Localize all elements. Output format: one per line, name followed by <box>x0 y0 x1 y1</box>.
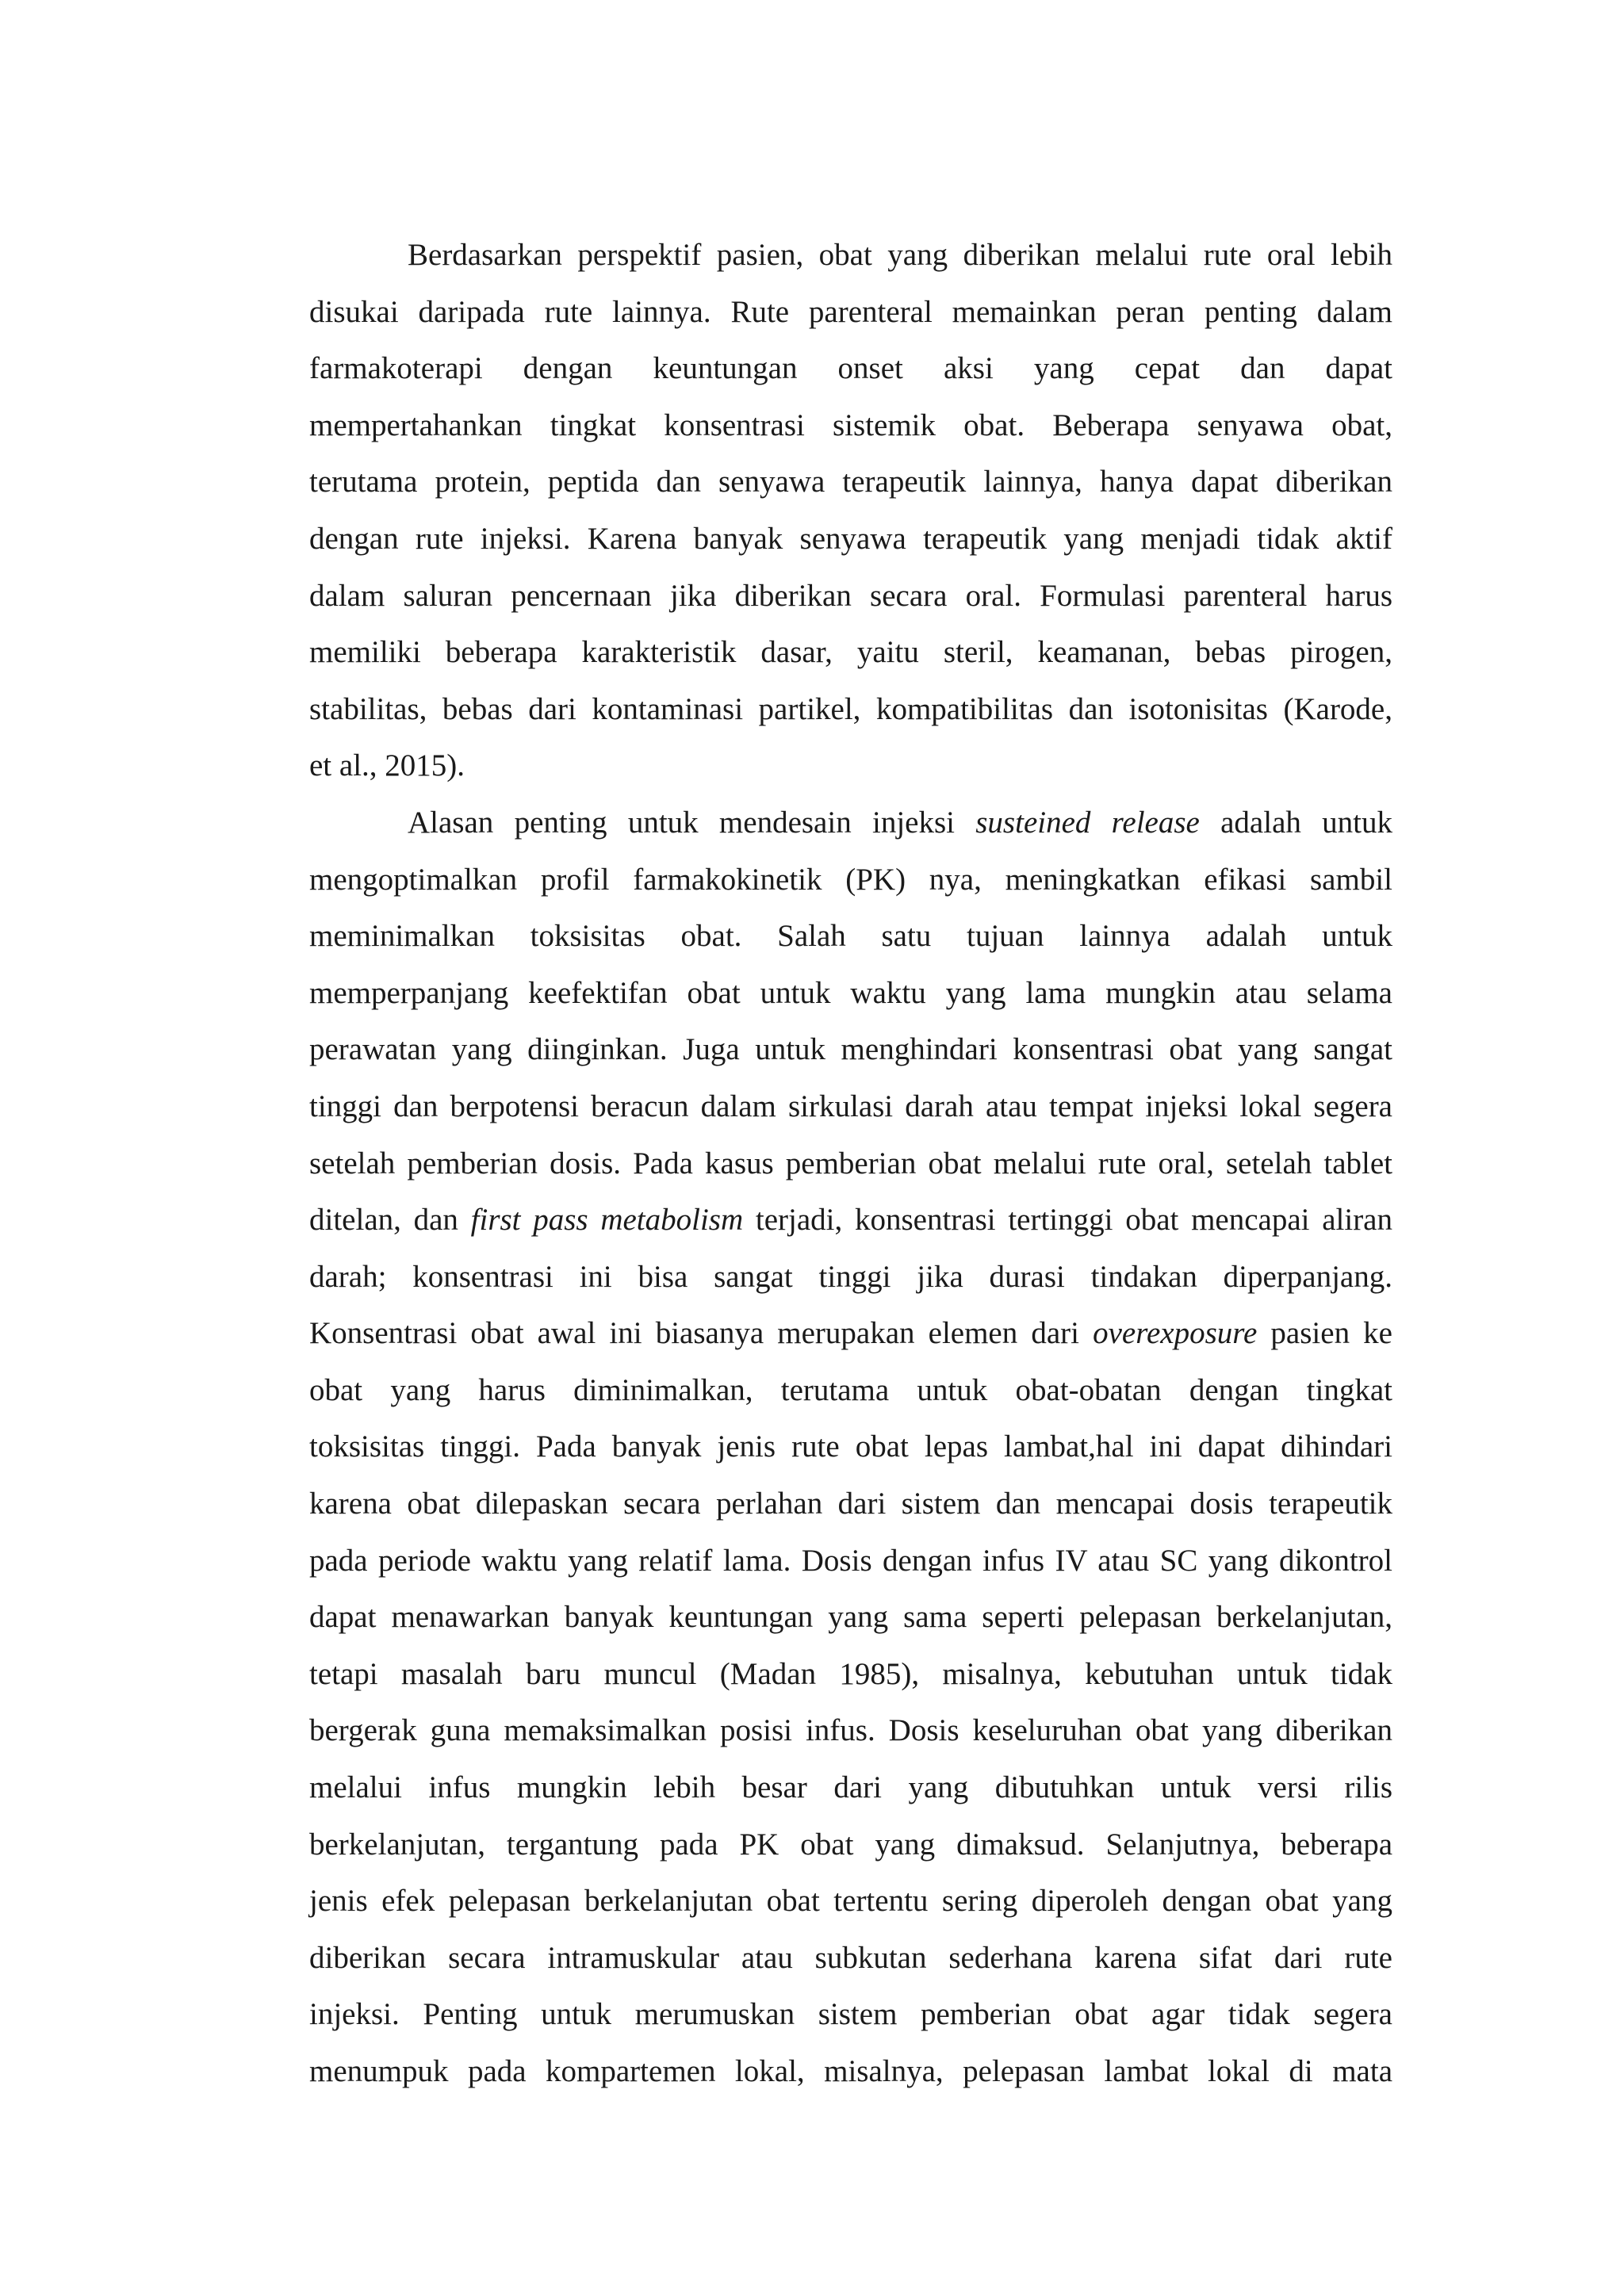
paragraph-2-line <box>309 1589 1392 1646</box>
italic-term: susteined release <box>975 805 1200 840</box>
text-segment: darah; konsentrasi ini bisa sangat tinggi jika durasi tindakan diperpanjang. <box>309 1259 1392 1294</box>
italic-term: overexposure <box>1093 1316 1258 1351</box>
text-segment: pasien ke <box>1257 1316 1392 1351</box>
paragraph-1-line <box>309 227 1392 284</box>
paragraph-2-line <box>309 1759 1392 1816</box>
text-segment: meminimalkan toksisitas obat. Salah satu tujuan lainnya adalah untuk <box>309 919 1392 954</box>
paragraph-1-line <box>309 568 1392 625</box>
paragraph-1-line <box>309 681 1392 738</box>
paragraph-2-line <box>309 1135 1392 1192</box>
text-segment: ditelan, dan <box>309 1203 471 1238</box>
text-segment: mengoptimalkan profil farmakokinetik (PK) nya, meningkatkan efikasi sambil <box>309 862 1392 897</box>
paragraph-2-line <box>309 965 1392 1022</box>
text-segment: melalui infus mungkin lebih besar dari yang dibutuhkan untuk versi rilis <box>309 1770 1392 1805</box>
text-segment: toksisitas tinggi. Pada banyak jenis rute obat lepas lambat,hal ini dapat dihindari <box>309 1429 1392 1464</box>
paragraph-1-line <box>309 453 1392 511</box>
text-segment: karena obat dilepaskan secara perlahan dari sistem dan mencapai dosis terapeutik <box>309 1487 1392 1521</box>
text-segment: Konsentrasi obat awal ini biasanya merupakan elemen dari <box>309 1316 1094 1351</box>
text-segment: bergerak guna memaksimalkan posisi infus. Dosis keseluruhan obat yang diberikan <box>309 1713 1392 1748</box>
text-segment: dalam saluran pencernaan jika diberikan secara oral. Formulasi parenteral harus <box>309 578 1392 613</box>
text-segment: tinggi dan berpotensi beracun dalam sirkulasi darah atau tempat injeksi lokal segera <box>309 1089 1392 1123</box>
italic-term: first pass metabolism <box>470 1203 744 1238</box>
paragraph-1-line <box>309 737 1392 794</box>
paragraph-2-line <box>309 1192 1392 1249</box>
text-segment: obat yang harus diminimalkan, terutama untuk obat-obatan dengan tingkat <box>309 1372 1392 1407</box>
text-segment: diberikan secara intramuskular atau subkutan sederhana karena sifat dari rute <box>309 1940 1392 1975</box>
paragraph-1-line <box>309 624 1392 681</box>
text-segment: farmakoterapi dengan keuntungan onset aksi yang cepat dan dapat <box>309 351 1392 386</box>
paragraph-2-line <box>309 1646 1392 1703</box>
text-segment: memiliki beberapa karakteristik dasar, yaitu steril, keamanan, bebas pirogen, <box>309 635 1392 670</box>
text-segment: menumpuk pada kompartemen lokal, misalnya, pelepasan lambat lokal di mata <box>309 2054 1392 2088</box>
paragraph-2-line <box>309 908 1392 965</box>
paragraph-2-line <box>309 1249 1392 1306</box>
text-segment: berkelanjutan, tergantung pada PK obat yang dimaksud. Selanjutnya, beberapa <box>309 1827 1392 1862</box>
paragraph-2-line <box>309 1078 1392 1135</box>
text-segment: dengan rute injeksi. Karena banyak senyawa terapeutik yang menjadi tidak aktif <box>309 521 1392 556</box>
paragraph-2-line <box>309 1475 1392 1533</box>
text-segment: terutama protein, peptida dan senyawa terapeutik lainnya, hanya dapat diberikan <box>309 465 1392 499</box>
text-segment: Berdasarkan perspektif pasien, obat yang diberikan melalui rute oral lebih <box>408 238 1392 272</box>
paragraph-2-line <box>309 2043 1392 2100</box>
paragraph-1-line <box>309 340 1392 397</box>
paragraph-2-line <box>309 1986 1392 2043</box>
paragraph-2-line <box>309 1930 1392 1987</box>
text-segment: Alasan penting untuk mendesain injeksi <box>408 805 976 840</box>
text-segment: disukai daripada rute lainnya. Rute parenteral memainkan peran penting dalam <box>309 294 1392 329</box>
paragraph-2-line <box>309 1873 1392 1930</box>
paragraph-2-line <box>309 1362 1392 1419</box>
paragraph-2-line <box>309 851 1392 909</box>
paragraph-2-line <box>309 794 1392 851</box>
text-segment: mempertahankan tingkat konsentrasi sistemik obat. Beberapa senyawa obat, <box>309 408 1392 442</box>
paragraph-1-line <box>309 397 1392 454</box>
text-segment: adalah untuk <box>1199 805 1392 840</box>
paragraph-2-line <box>309 1305 1392 1362</box>
text-segment: jenis efek pelepasan berkelanjutan obat tertentu sering diperoleh dengan obat yang <box>309 1884 1392 1919</box>
paragraph-2-line <box>309 1816 1392 1873</box>
text-segment: tetapi masalah baru muncul (Madan 1985), misalnya, kebutuhan untuk tidak <box>309 1656 1392 1691</box>
paragraph-1-line <box>309 284 1392 341</box>
text-segment: memperpanjang keefektifan obat untuk waktu yang lama mungkin atau selama <box>309 975 1392 1010</box>
text-segment: perawatan yang diinginkan. Juga untuk menghindari konsentrasi obat yang sangat <box>309 1032 1392 1067</box>
text-segment: terjadi, konsentrasi tertinggi obat mencapai aliran <box>743 1203 1392 1238</box>
text-segment: injeksi. Penting untuk merumuskan sistem pemberian obat agar tidak segera <box>309 1997 1392 2032</box>
paragraph-2-line <box>309 1533 1392 1590</box>
text-segment: pada periode waktu yang relatif lama. Dosis dengan infus IV atau SC yang dikontrol <box>309 1543 1392 1578</box>
paragraph-2-line <box>309 1021 1392 1078</box>
text-segment: dapat menawarkan banyak keuntungan yang sama seperti pelepasan berkelanjutan, <box>309 1600 1392 1635</box>
text-segment: setelah pemberian dosis. Pada kasus pemberian obat melalui rute oral, setelah tablet <box>309 1146 1392 1181</box>
body-text <box>309 227 1392 2100</box>
paragraph-1-line <box>309 511 1392 568</box>
paragraph-2-line <box>309 1702 1392 1759</box>
text-segment: et al., 2015). <box>309 748 465 783</box>
text-segment: stabilitas, bebas dari kontaminasi partikel, kompatibilitas dan isotonisitas (Karode, <box>309 691 1392 726</box>
paragraph-2-line <box>309 1418 1392 1475</box>
